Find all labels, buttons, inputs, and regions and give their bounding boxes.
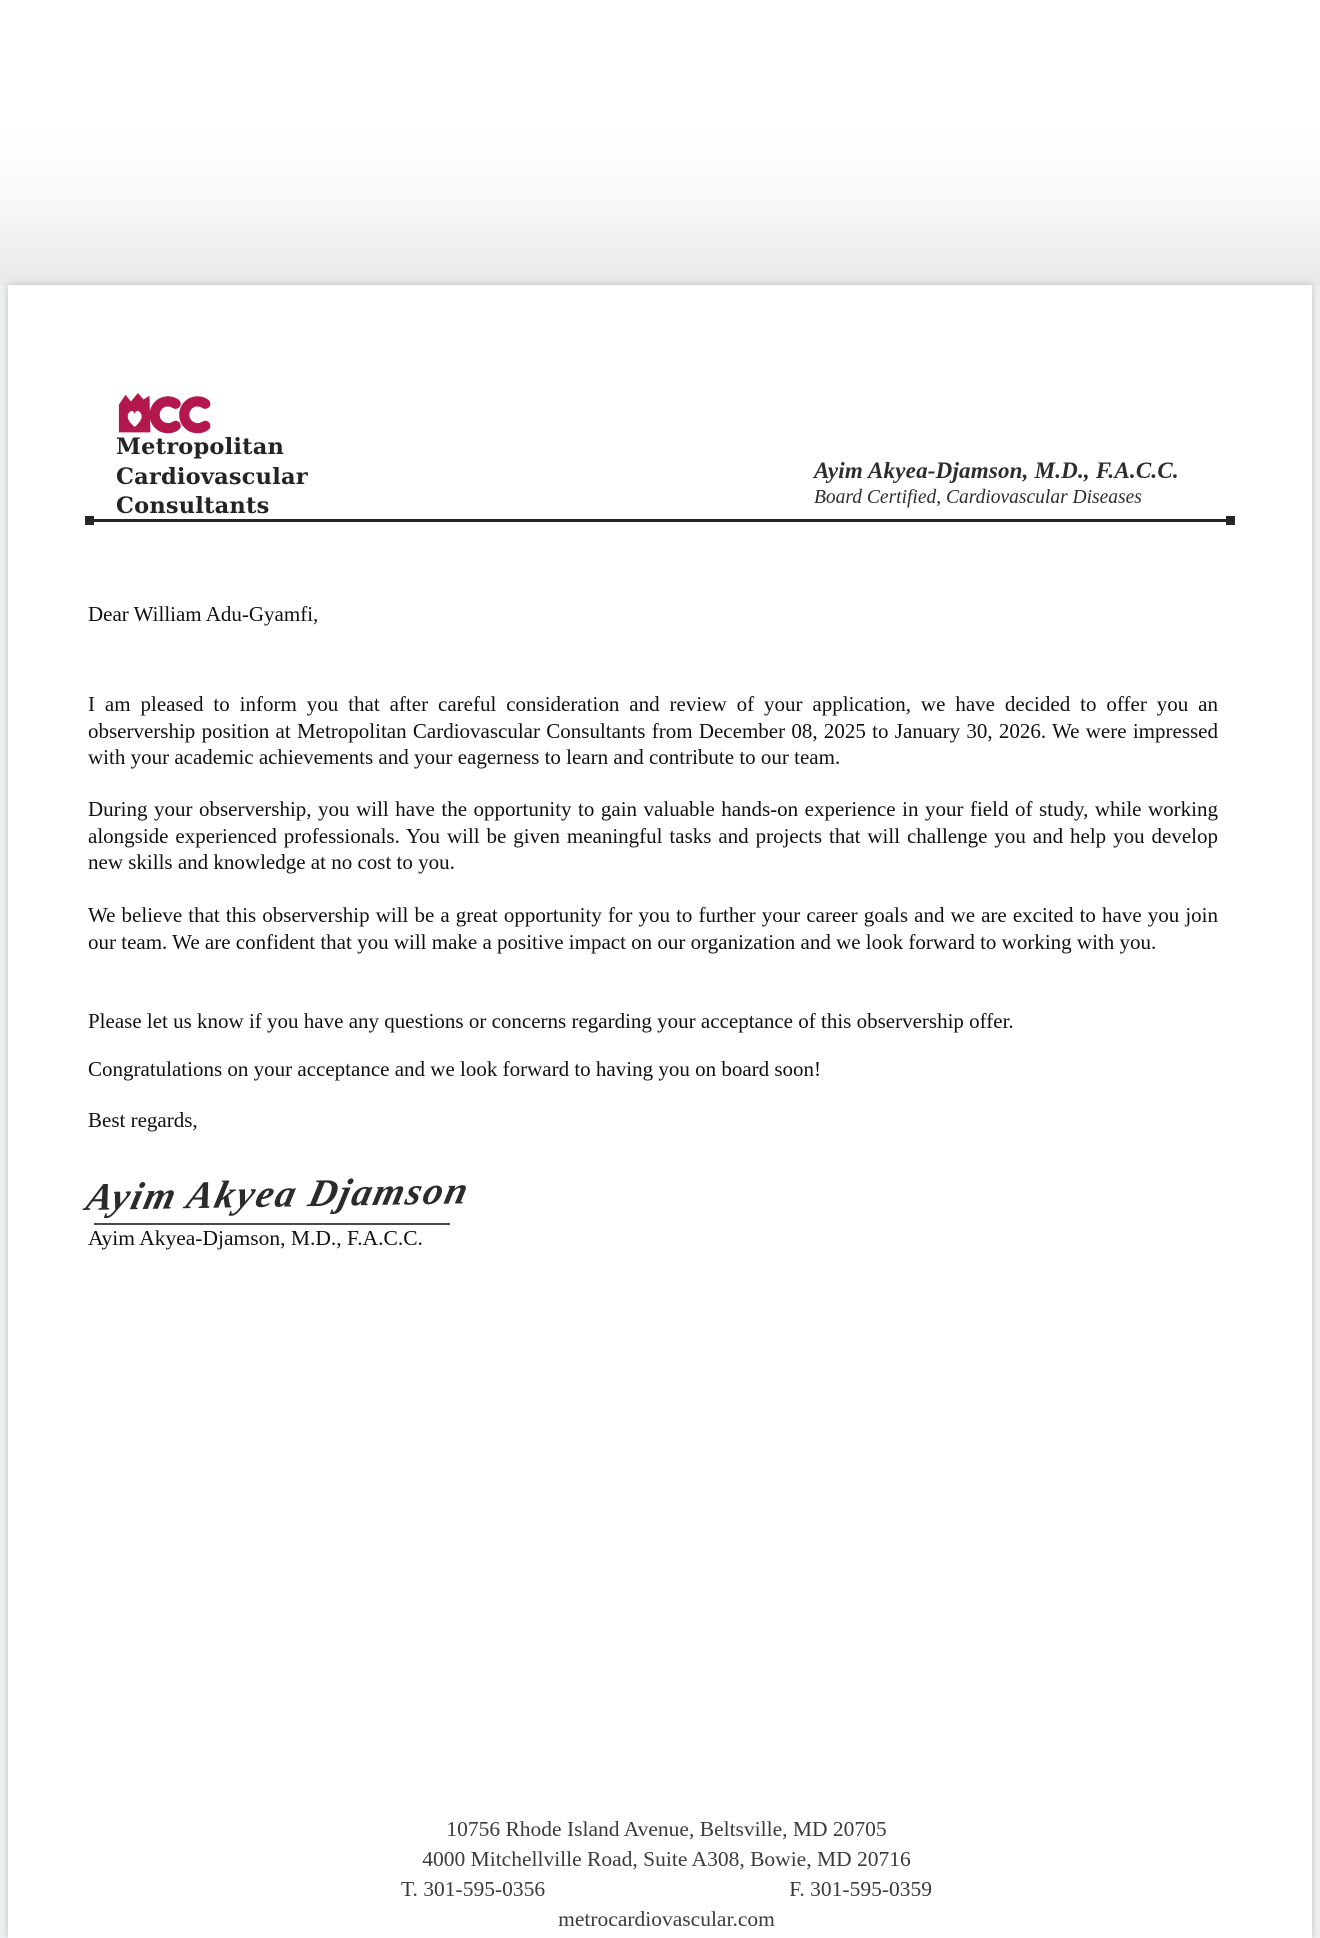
paragraph-offer: I am pleased to inform you that after careful consideration and review of your application, we have decided to offer you an observership position at Metropolitan Cardiovascular Consultants from December 08, 2025 to January 30, 2026. We were impressed with your academic achievements and your eagerness to learn and contribute to our team. <box>88 692 1218 769</box>
paragraph-congratulations: Congratulations on your acceptance and we look forward to having you on board soon! <box>88 1057 822 1081</box>
footer-fax: F. 301-595-0359 <box>789 1877 932 1901</box>
paragraph-questions: Please let us know if you have any questions or concerns regarding your acceptance of this observership offer. <box>88 1009 1014 1033</box>
signature-script: Ayim Akyea Djamson <box>82 1169 475 1220</box>
viewer-page-gap <box>0 0 1320 285</box>
company-name-line-3: Consultants <box>116 493 270 519</box>
company-name-line-2: Cardiovascular <box>116 463 308 490</box>
company-name-line-1: Metropolitan <box>116 434 285 460</box>
paragraph-opportunity: We believe that this observership will be a great opportunity for you to further your career goals and we are excited to have you join our team. We are confident that you will make a positive impact on our organization and we look forward to working with you. <box>88 903 1218 954</box>
closing: Best regards, <box>88 1108 198 1132</box>
doctor-title: Board Certified, Cardiovascular Diseases <box>814 487 1142 508</box>
footer-phone: T. 301-595-0356 <box>401 1877 546 1901</box>
footer-website: metrocardiovascular.com <box>558 1907 775 1931</box>
letterhead-doctor-block <box>814 457 1179 511</box>
signature-underline <box>94 1223 450 1225</box>
letterhead-divider <box>90 519 1230 522</box>
divider-endcap-left <box>85 516 94 525</box>
paragraph-experience: During your observership, you will have the opportunity to gain valuable hands-on experience in your field of study, while working alongside experienced professionals. You will be given meaningful tasks and projects that will challenge you and help you develop new skills and knowledge at no cost to you. <box>88 797 1218 874</box>
footer-address-1: 10756 Rhode Island Avenue, Beltsville, MD 20705 <box>446 1817 887 1841</box>
letter-page <box>8 285 1312 1938</box>
footer-address-2: 4000 Mitchellville Road, Suite A308, Bowie, MD 20716 <box>422 1847 911 1871</box>
doctor-name: Ayim Akyea-Djamson, M.D., F.A.C.C. <box>814 458 1179 483</box>
mcc-logo-icon <box>118 390 218 434</box>
salutation: Dear William Adu-Gyamfi, <box>88 602 319 626</box>
company-name <box>116 433 308 522</box>
divider-endcap-right <box>1226 516 1235 525</box>
signature-typed-name: Ayim Akyea-Djamson, M.D., F.A.C.C. <box>88 1226 423 1250</box>
letter-footer <box>401 1814 932 1934</box>
